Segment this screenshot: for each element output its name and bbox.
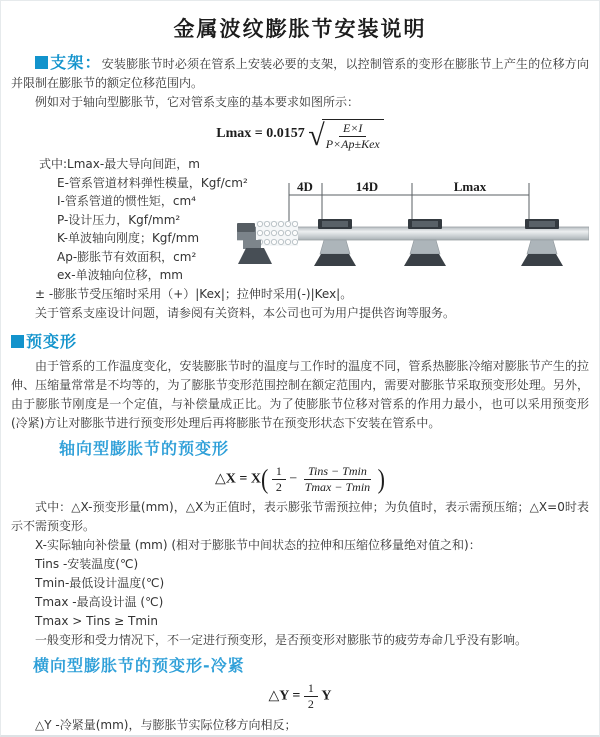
dimension-label-4d: 4D [297,179,313,195]
definition-item: P-设计压力，Kgf/mm² [57,212,181,227]
transverse-formula-lhs: △Y = [268,688,301,704]
page-title: 金属波纹膨胀节安装说明 [173,17,427,41]
support-example-text: 例如对于轴向型膨胀节，它对管系支座的基本要求如图所示： [35,95,360,109]
dimension-label-lmax: Lmax [453,179,487,195]
cold-tightening-note: △Y -冷紧量(mm)，与膨胀节实际位移方向相反； [35,717,297,732]
temperature-numerator: Tins − Tmin [304,465,371,480]
definition-item: Ap-膨胀节有效面积，cm² [57,249,197,264]
preform-section-header [11,332,589,353]
transverse-formula-rhs: Y [321,688,332,704]
preform-body-text: 由于管系的工作温度变化，安装膨胀节时的温度与工作时的温度不同，管系热膨胀冷缩对膨胀节产生的拉伸、压缩量常常是不均等的，为了膨胀节变形范围控制在额定范围内，需要对膨胀节采取预变形处理。另外，由于膨胀节刚度是一个定值，与补偿量成正比。为了使膨胀节位移对管系的作用力最小，也可以采用预变形(冷紧)方让对膨胀节进行预变形处理后再将膨胀节在预变形状态下安装在管系中。 [11,359,589,431]
section-marker-icon [35,56,48,69]
section-marker-icon [11,335,24,348]
pipe-support [404,219,446,266]
pipe-support [314,219,356,266]
x-definition-line: X-实际轴向补偿量 (mm) (相对于膨胀节中间状态的拉伸和压缩位移量绝对值之和)： [35,538,481,553]
axial-formula-explanation: 式中：△X-预变形量(mm)，△X为正值时，表示膨张节需预拉伸；为负值时，表示需预压缩；△X=0时表示不需预变形。 [11,500,589,534]
temperature-definition-line: Tmin-最低设计温度(℃) [35,576,165,591]
lmax-formula-numerator: E×I [339,122,366,137]
dimension-line [289,183,529,225]
plus-minus-note: ± -膨胀节受压缩时采用（+）|Kex|；拉伸时采用(-)|Kex|。 [35,287,353,302]
definitions-and-diagram [11,155,589,285]
expansion-joint-bellows [256,221,298,246]
general-note-line: 一般变形和受力情况下，不一定进行预变形，是否预变形对膨胀节的疲劳寿命几乎没有影响。 [35,633,528,648]
support-section-label: 支架： [50,53,102,72]
temperature-definition-line: Tins -安装温度(℃) [35,557,139,572]
support-intro-text: 安装膨胀节时必须在管系上安装必要的支架，以控制管系的变形在膨胀节上产生的位移方向并限制在膨胀节的额定位移范围内。 [11,57,589,90]
service-note: 关于管系支座设计问题，请参阅有关资料，本公司也可为用户提供咨询等服务。 [35,306,456,321]
temperature-relation-line: Tmax > Tins ≥ Tmin [35,614,158,629]
half-numerator: 1 [272,465,286,480]
lmax-formula: Lmax = 0.0157 √ $\frac{E\times I}{\text{P×Ap±Kex}}$ [11,117,589,150]
pipe-support [521,219,563,266]
definition-item: ex-单波轴向位移，mm [57,268,183,283]
definition-item: E-管系管道材料弹性模量，Kgf/cm² [57,175,248,190]
lmax-formula-fraction [322,119,384,150]
axial-preform-header: 轴向型膨胀节的预变形 [59,439,230,459]
temperature-denominator: Tmax − Tmin [304,479,371,494]
pipe-support-diagram [237,177,589,277]
axial-formula-lhs: △X = X [215,471,261,487]
transverse-preform-formula [11,682,589,710]
transverse-preform-header: 横向型膨胀节的预变形-冷紧 [33,656,245,676]
half-fraction [304,682,318,710]
half-fraction [272,465,286,493]
lmax-formula-lhs: Lmax = 0.0157 [216,125,305,141]
half-denominator: 2 [275,479,282,494]
half-denominator: 2 [307,696,314,711]
support-intro-paragraph [11,53,589,93]
temperature-fraction [301,465,374,493]
minus-operator: − [289,471,298,487]
axial-preform-formula: △X = X( $\frac{1}{2}$ − $\frac{\text{Tins − Tmin}}{Tmax - Tmin}$ ) [215,463,385,495]
temperature-definition-line: Tmax -最高设计温 (℃) [35,595,164,610]
definition-item: 式中:Lmax-最大导向间距，m [39,157,200,172]
half-numerator: 1 [304,682,318,697]
dimension-label-14d: 14D [355,179,379,195]
definition-item: I-管系管道的惯性矩，cm⁴ [57,194,196,209]
lmax-formula-denominator: P×Ap±Kex [325,136,380,151]
preform-section-label: 预变形 [26,332,78,352]
definition-item: K-单波轴向刚度；Kgf/mm [57,231,200,246]
